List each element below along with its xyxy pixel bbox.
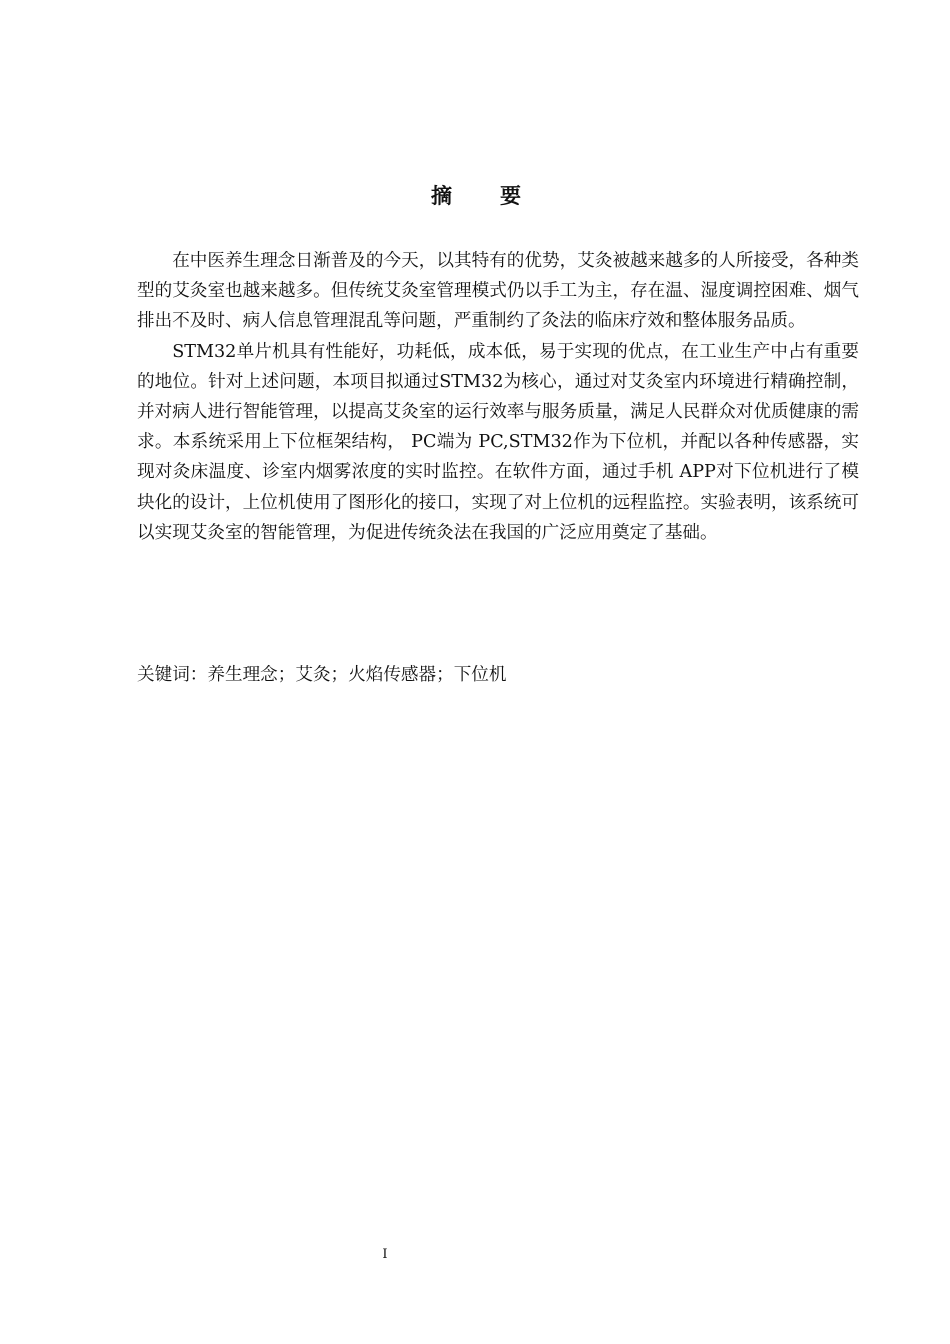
abstract-body bbox=[137, 246, 859, 548]
keywords-list: 养生理念；艾灸；火焰传感器；下位机 bbox=[207, 665, 507, 685]
abstract-paragraph-1: 在中医养生理念日渐普及的今天，以其特有的优势，艾灸被越来越多的人所接受，各种类型的艾灸室也越来越多。但传统艾灸室管理模式仍以手工为主，存在温、湿度调控困难、烟气排出不及时、病人信息管理混乱等问题，严重制约了灸法的临床疗效和整体服务品质。 bbox=[137, 251, 859, 332]
abstract-paragraph-2: STM32单片机具有性能好，功耗低，成本低，易于实现的优点，在工业生产中占有重要的地位。针对上述问题，本项目拟通过STM32为核心，通过对艾灸室内环境进行精确控制，并对病人进行智能管理，以提高艾灸室的运行效率与服务质量，满足人民群众对优质健康的需求。本系统采用上下位框架结构， PC端为 PC,STM32作为下位机，并配以各种传感器，实现对灸床温度、诊室内烟雾浓度的实时监控。在软件方面，通过手机 APP对下位机进行了模块化的设计，上位机使用了图形化的接口，实现了对上位机的远程监控。实验表明，该系统可以实现艾灸室的智能管理，为促进传统灸法在我国的广泛应用奠定了基础。 bbox=[137, 341, 859, 543]
abstract-title: 摘要 bbox=[431, 184, 569, 208]
keywords-line bbox=[137, 660, 859, 690]
keywords-label: 关键词： bbox=[137, 665, 208, 685]
page-number: I bbox=[382, 1247, 388, 1262]
